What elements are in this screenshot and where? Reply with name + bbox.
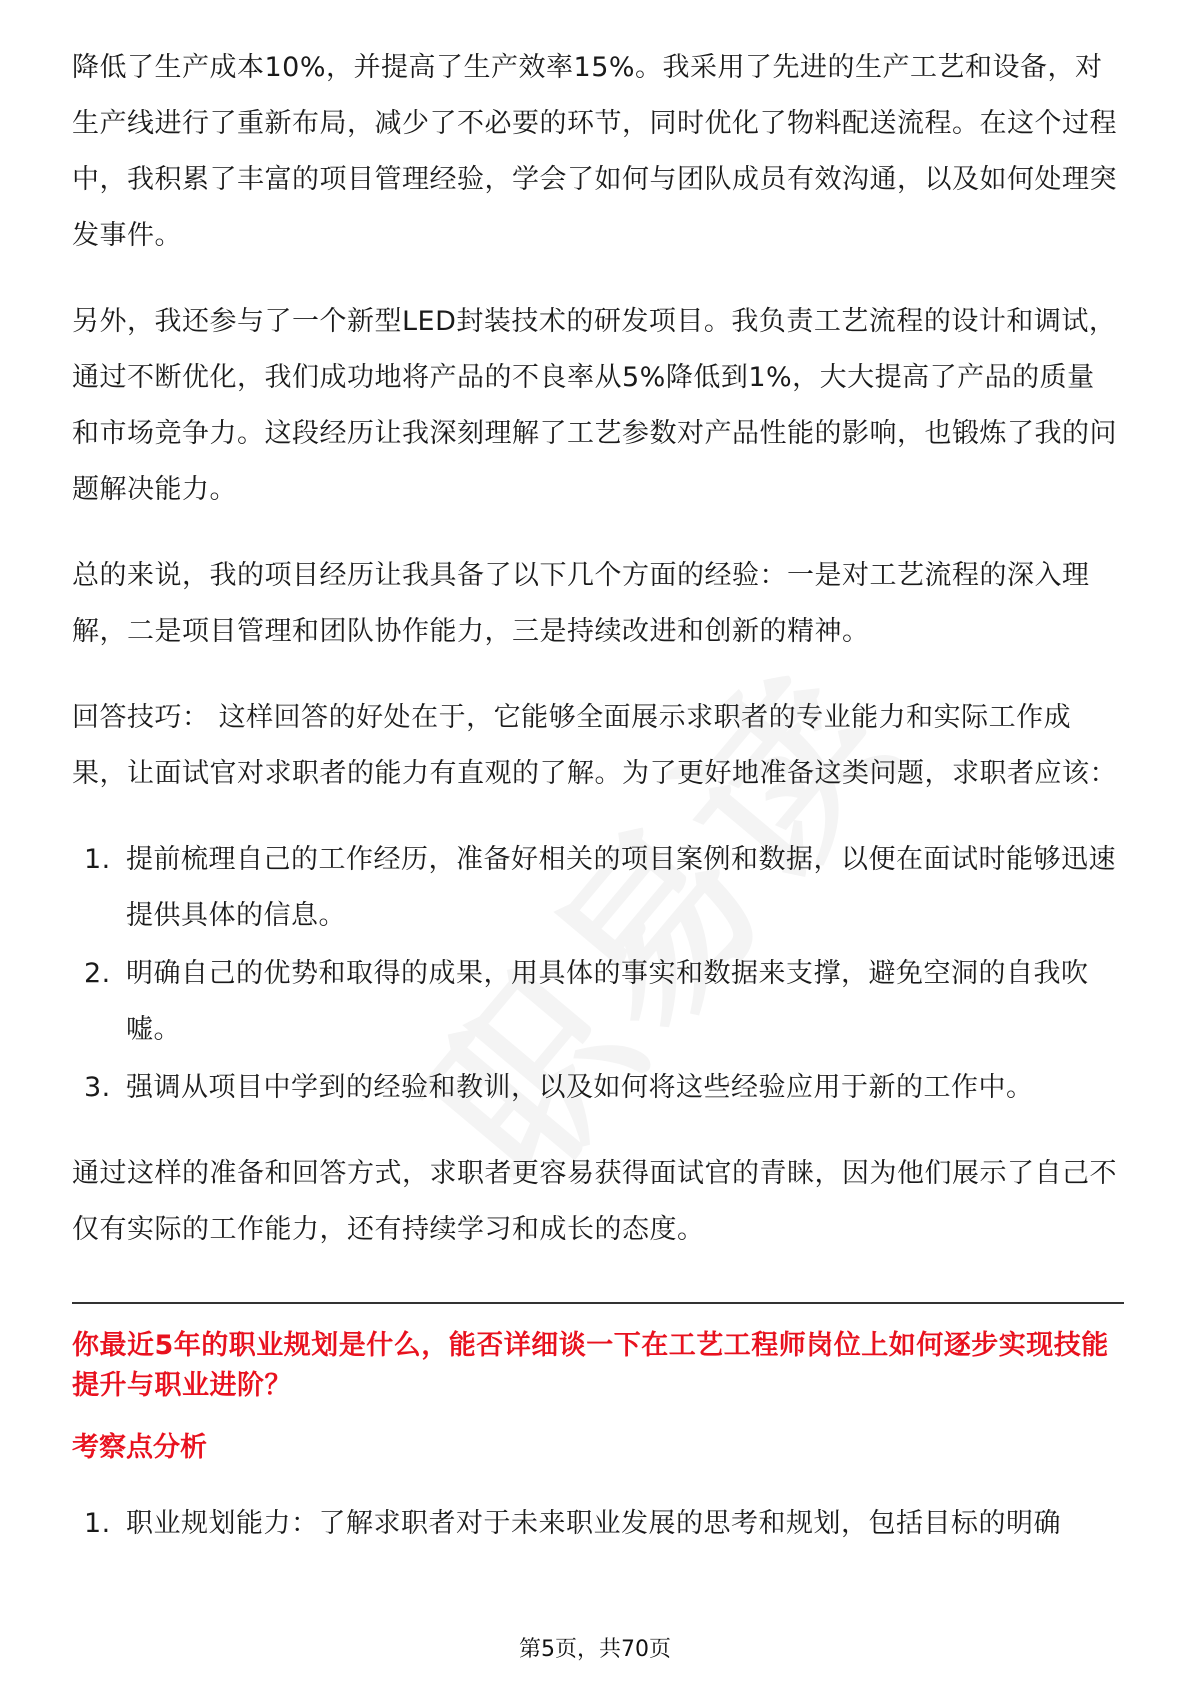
list-number: 3. (84, 1072, 111, 1103)
list-item-text: 提前梳理自己的工作经历，准备好相关的项目案例和数据，以便在面试时能够迅速提供具体的信息。 (126, 844, 1116, 931)
list-item-text: 明确自己的优势和取得的成果，用具体的事实和数据来支撑，避免空洞的自我吹嘘。 (126, 958, 1089, 1045)
paragraph-1: 降低了生产成本10%，并提高了生产效率15%。我采用了先进的生产工艺和设备，对生产线进行了重新布局，减少了不必要的环节，同时优化了物料配送流程。在这个过程中，我积累了丰富的项目管理经验，学会了如何与团队成员有效沟通，以及如何处理突发事件。 (72, 52, 1117, 251)
interview-question: 你最近5年的职业规划是什么，能否详细谈一下在工艺工程师岗位上如何逐步实现技能提升与职业进阶？ (72, 1330, 1109, 1401)
closing-paragraph: 通过这样的准备和回答方式，求职者更容易获得面试官的青睐，因为他们展示了自己不仅有实际的工作能力，还有持续学习和成长的态度。 (72, 1158, 1117, 1245)
paragraph-2: 另外，我还参与了一个新型LED封装技术的研发项目。我负责工艺流程的设计和调试，通过不断优化，我们成功地将产品的不良率从5%降低到1%，大大提高了产品的质量和市场竞争力。这段经历让我深刻理解了工艺参数对产品性能的影响，也锻炼了我的问题解决能力。 (72, 306, 1117, 505)
paragraph-answer-tips: 回答技巧： 这样回答的好处在于，它能够全面展示求职者的专业能力和实际工作成果，让面试官对求职者的能力有直观的了解。为了更好地准备这类问题，求职者应该： (72, 702, 1117, 789)
list-item-text: 强调从项目中学到的经验和教训，以及如何将这些经验应用于新的工作中。 (126, 1072, 1034, 1103)
list-item (72, 946, 1122, 1058)
page-footer: 第5页，共70页 (519, 1637, 671, 1662)
section-divider (72, 1302, 1124, 1304)
analysis-list (72, 1496, 1122, 1552)
list-item-text: 职业规划能力：了解求职者对于未来职业发展的思考和规划，包括目标的明确 (126, 1508, 1061, 1539)
list-number: 1. (84, 844, 111, 875)
tips-list (72, 832, 1122, 1116)
list-item (72, 1060, 1122, 1116)
document-body (72, 40, 1122, 1582)
list-number: 1. (84, 1508, 111, 1539)
paragraph-3: 总的来说，我的项目经历让我具备了以下几个方面的经验：一是对工艺流程的深入理解，二是项目管理和团队协作能力，三是持续改进和创新的精神。 (72, 560, 1090, 647)
list-number: 2. (84, 958, 111, 989)
list-item (72, 1496, 1122, 1552)
section-title: 考察点分析 (72, 1432, 207, 1463)
list-item (72, 832, 1122, 944)
